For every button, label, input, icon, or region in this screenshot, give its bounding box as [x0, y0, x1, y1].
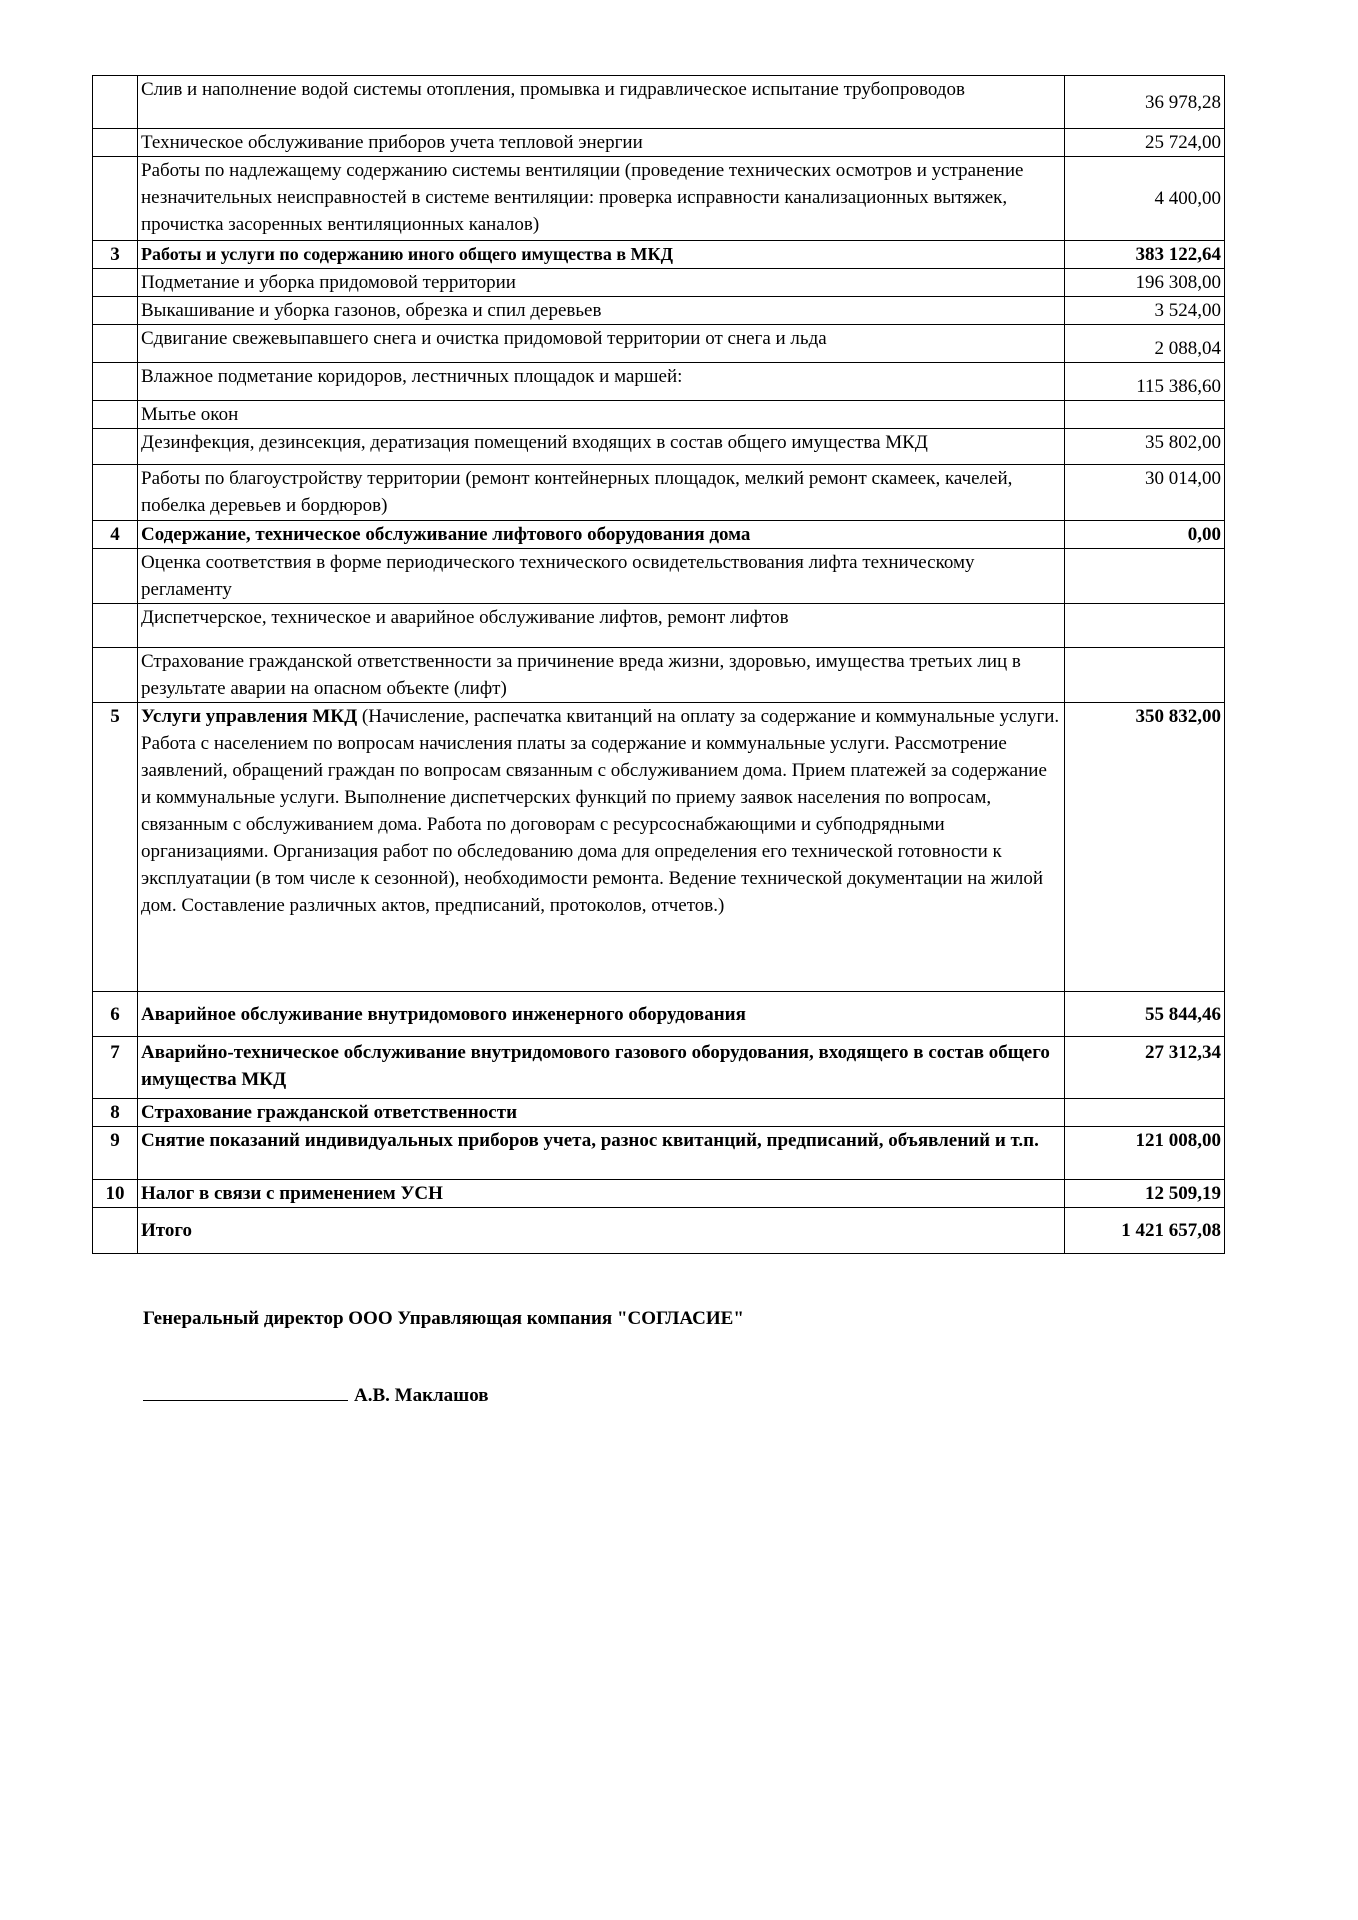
row-number: 3 — [93, 241, 138, 269]
row-amount: 55 844,46 — [1065, 992, 1225, 1037]
row-amount — [1065, 1099, 1225, 1127]
section-row-8 — [93, 1099, 1225, 1127]
signature-block — [143, 1382, 489, 1407]
section-row-6 — [93, 992, 1225, 1037]
row-number — [93, 157, 138, 241]
director-title: Генеральный директор ООО Управляющая компания "СОГЛАСИЕ" — [143, 1308, 744, 1329]
row-description: Снятие показаний индивидуальных приборов учета, разнос квитанций, предписаний, объявлений и т.п. — [138, 1127, 1065, 1180]
row-number — [93, 297, 138, 325]
row-amount: 30 014,00 — [1065, 465, 1225, 521]
row-number — [93, 465, 138, 521]
row-number — [93, 604, 138, 648]
row-amount: 350 832,00 — [1065, 703, 1225, 992]
row-amount — [1065, 648, 1225, 703]
row-number: 7 — [93, 1037, 138, 1099]
table-row — [93, 269, 1225, 297]
row-description: Дезинфекция, дезинсекция, дератизация помещений входящих в состав общего имущества МКД — [138, 429, 1065, 465]
row-number — [93, 1208, 138, 1254]
row-amount: 36 978,28 — [1065, 76, 1225, 129]
row-amount: 115 386,60 — [1065, 363, 1225, 401]
row-description-management — [138, 703, 1065, 992]
row-amount: 0,00 — [1065, 521, 1225, 549]
row-number — [93, 648, 138, 703]
row-description: Работы по надлежащему содержанию системы вентиляции (проведение технических осмотров и устранение незначительных неисправностей в системе вентиляции: проверка исправности канализационных вытяжек, прочистка засоренных вентиляционных каналов) — [138, 157, 1065, 241]
table-row — [93, 76, 1225, 129]
row-number — [93, 363, 138, 401]
row-description: Подметание и уборка придомовой территории — [138, 269, 1065, 297]
row-number — [93, 76, 138, 129]
table-row — [93, 363, 1225, 401]
management-details: (Начисление, распечатка квитанций на оплату за содержание и коммунальные услуги. Работа с населением по вопросам начисления платы за содержание и коммунальные услуги. Рассмотрение заявлений, обращений граждан по вопросам связанным с обслуживанием дома. Прием платежей за содержание и коммунальные услуги. Выполнение диспетчерских функций по приему заявок населения по вопросам, связанным с обслуживанием дома. Работа по договорам с ресурсоснабжающими и субподрядными организациями. Организация работ по обследованию дома для определения его технической готовности к эксплуатации (в том числе к сезонной), необходимости ремонта. Ведение технической документации на жилой дом. Составление различных актов, предписаний, протоколов, отчетов.) — [141, 706, 1060, 916]
row-number: 6 — [93, 992, 138, 1037]
row-amount: 2 088,04 — [1065, 325, 1225, 363]
total-label: Итого — [138, 1208, 1065, 1254]
row-number — [93, 129, 138, 157]
row-description: Оценка соответствия в форме периодического технического освидетельствования лифта техническому регламенту — [138, 549, 1065, 604]
management-title: Услуги управления МКД — [141, 706, 358, 727]
row-number: 5 — [93, 703, 138, 992]
row-amount: 27 312,34 — [1065, 1037, 1225, 1099]
row-amount — [1065, 549, 1225, 604]
row-number — [93, 429, 138, 465]
table-row — [93, 157, 1225, 241]
total-row — [93, 1208, 1225, 1254]
row-description: Работы по благоустройству территории (ремонт контейнерных площадок, мелкий ремонт скамеек, качелей, побелка деревьев и бордюров) — [138, 465, 1065, 521]
row-number — [93, 549, 138, 604]
row-description: Налог в связи с применением УСН — [138, 1180, 1065, 1208]
row-description: Работы и услуги по содержанию иного общего имущества в МКД — [138, 241, 1065, 269]
row-amount: 35 802,00 — [1065, 429, 1225, 465]
row-description: Диспетчерское, техническое и аварийное обслуживание лифтов, ремонт лифтов — [138, 604, 1065, 648]
table-row — [93, 648, 1225, 703]
table-row — [93, 297, 1225, 325]
row-amount: 4 400,00 — [1065, 157, 1225, 241]
row-description: Сдвигание свежевыпавшего снега и очистка придомовой территории от снега и льда — [138, 325, 1065, 363]
row-number: 4 — [93, 521, 138, 549]
row-description: Выкашивание и уборка газонов, обрезка и спил деревьев — [138, 297, 1065, 325]
row-description: Мытье окон — [138, 401, 1065, 429]
row-amount: 3 524,00 — [1065, 297, 1225, 325]
table-row — [93, 465, 1225, 521]
row-description: Страхование гражданской ответственности за причинение вреда жизни, здоровью, имущества третьих лиц в результате аварии на опасном объекте (лифт) — [138, 648, 1065, 703]
row-description: Аварийное обслуживание внутридомового инженерного оборудования — [138, 992, 1065, 1037]
signature-line — [143, 1382, 348, 1401]
row-amount: 121 008,00 — [1065, 1127, 1225, 1180]
section-row-9 — [93, 1127, 1225, 1180]
row-description: Страхование гражданской ответственности — [138, 1099, 1065, 1127]
row-amount: 196 308,00 — [1065, 269, 1225, 297]
row-amount: 383 122,64 — [1065, 241, 1225, 269]
row-number — [93, 269, 138, 297]
row-number: 8 — [93, 1099, 138, 1127]
section-row-4 — [93, 521, 1225, 549]
services-cost-table — [92, 75, 1225, 1254]
row-amount — [1065, 401, 1225, 429]
signer-name: А.В. Маклашов — [354, 1385, 489, 1406]
row-amount — [1065, 604, 1225, 648]
row-description: Аварийно-техническое обслуживание внутридомового газового оборудования, входящего в состав общего имущества МКД — [138, 1037, 1065, 1099]
table-row — [93, 429, 1225, 465]
row-number: 10 — [93, 1180, 138, 1208]
section-row-5 — [93, 703, 1225, 992]
section-row-3 — [93, 241, 1225, 269]
table-row — [93, 549, 1225, 604]
table-row — [93, 325, 1225, 363]
row-number: 9 — [93, 1127, 138, 1180]
row-description: Содержание, техническое обслуживание лифтового оборудования дома — [138, 521, 1065, 549]
row-number — [93, 325, 138, 363]
row-description: Техническое обслуживание приборов учета тепловой энергии — [138, 129, 1065, 157]
section-row-10 — [93, 1180, 1225, 1208]
table-row — [93, 129, 1225, 157]
table-row — [93, 401, 1225, 429]
row-amount: 12 509,19 — [1065, 1180, 1225, 1208]
section-row-7 — [93, 1037, 1225, 1099]
row-description: Влажное подметание коридоров, лестничных площадок и маршей: — [138, 363, 1065, 401]
row-amount: 25 724,00 — [1065, 129, 1225, 157]
row-number — [93, 401, 138, 429]
table-row — [93, 604, 1225, 648]
row-description: Слив и наполнение водой системы отопления, промывка и гидравлическое испытание трубопроводов — [138, 76, 1065, 129]
total-amount: 1 421 657,08 — [1065, 1208, 1225, 1254]
